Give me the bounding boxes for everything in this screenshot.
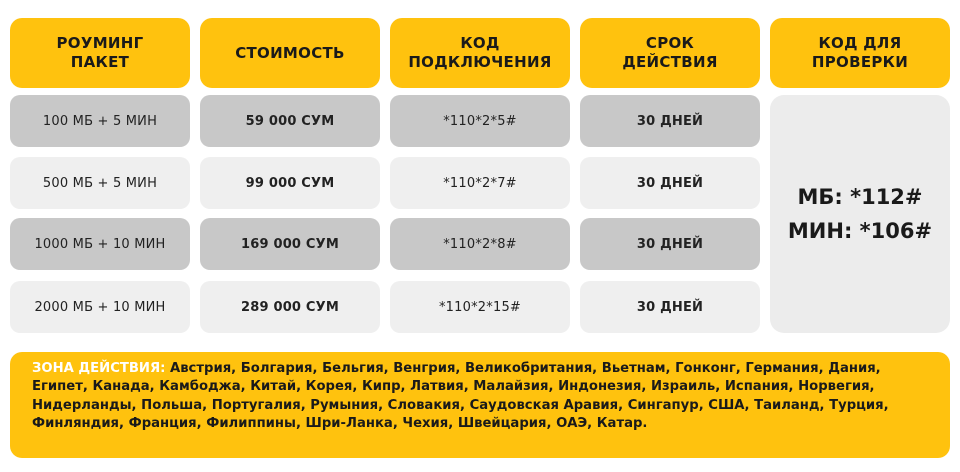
row-4-code: *110*2*15# [390, 281, 570, 333]
row-3-term: 30 ДНЕЙ [580, 218, 760, 270]
coverage-zone [10, 352, 950, 458]
header-activation-code [390, 18, 570, 88]
row-2-package: 500 МБ + 5 МИН [10, 157, 190, 209]
row-4-price: 289 000 СУМ [200, 281, 380, 333]
header-activation-code-label: КОД ПОДКЛЮЧЕНИЯ [408, 34, 552, 71]
check-code-mb: МБ: *112# [797, 185, 923, 209]
row-1-package: 100 МБ + 5 МИН [10, 95, 190, 147]
header-roaming-package-label: РОУМИНГ ПАКЕТ [56, 34, 144, 71]
row-3-package: 1000 МБ + 10 МИН [10, 218, 190, 270]
row-2-price: 99 000 СУМ [200, 157, 380, 209]
header-validity-label: СРОК ДЕЙСТВИЯ [622, 34, 718, 71]
row-2-code: *110*2*7# [390, 157, 570, 209]
row-4-term: 30 ДНЕЙ [580, 281, 760, 333]
row-1-code: *110*2*5# [390, 95, 570, 147]
row-2-term: 30 ДНЕЙ [580, 157, 760, 209]
coverage-zone-countries: Австрия, Болгария, Бельгия, Венгрия, Великобритания, Вьетнам, Гонконг, Германия, Дания, Египет, Канада, Камбоджа, Китай, Корея, Кипр, Латвия, Малайзия, Индонезия, Израиль, Испания, Норвегия, Нидерланды, Польша, Португалия, Румыния, Словакия, Саудовская Аравия, Сингапур, США, Таиланд, Турция, Финляндия, Франция, Филиппины, Шри-Ланка, Чехия, Швейцария, ОАЭ, Катар. [32, 361, 889, 432]
row-3-price: 169 000 СУМ [200, 218, 380, 270]
header-price-label: СТОИМОСТЬ [235, 43, 345, 62]
header-validity [580, 18, 760, 88]
row-1-price: 59 000 СУМ [200, 95, 380, 147]
header-roaming-package [10, 18, 190, 88]
check-codes-panel [770, 95, 950, 333]
header-check-code-label: КОД ДЛЯ ПРОВЕРКИ [811, 34, 909, 71]
header-check-code [770, 18, 950, 88]
row-4-package: 2000 МБ + 10 МИН [10, 281, 190, 333]
row-1-term: 30 ДНЕЙ [580, 95, 760, 147]
check-code-min: МИН: *106# [787, 219, 933, 243]
coverage-zone-label: ЗОНА ДЕЙСТВИЯ: [32, 361, 166, 376]
header-price [200, 18, 380, 88]
row-3-code: *110*2*8# [390, 218, 570, 270]
